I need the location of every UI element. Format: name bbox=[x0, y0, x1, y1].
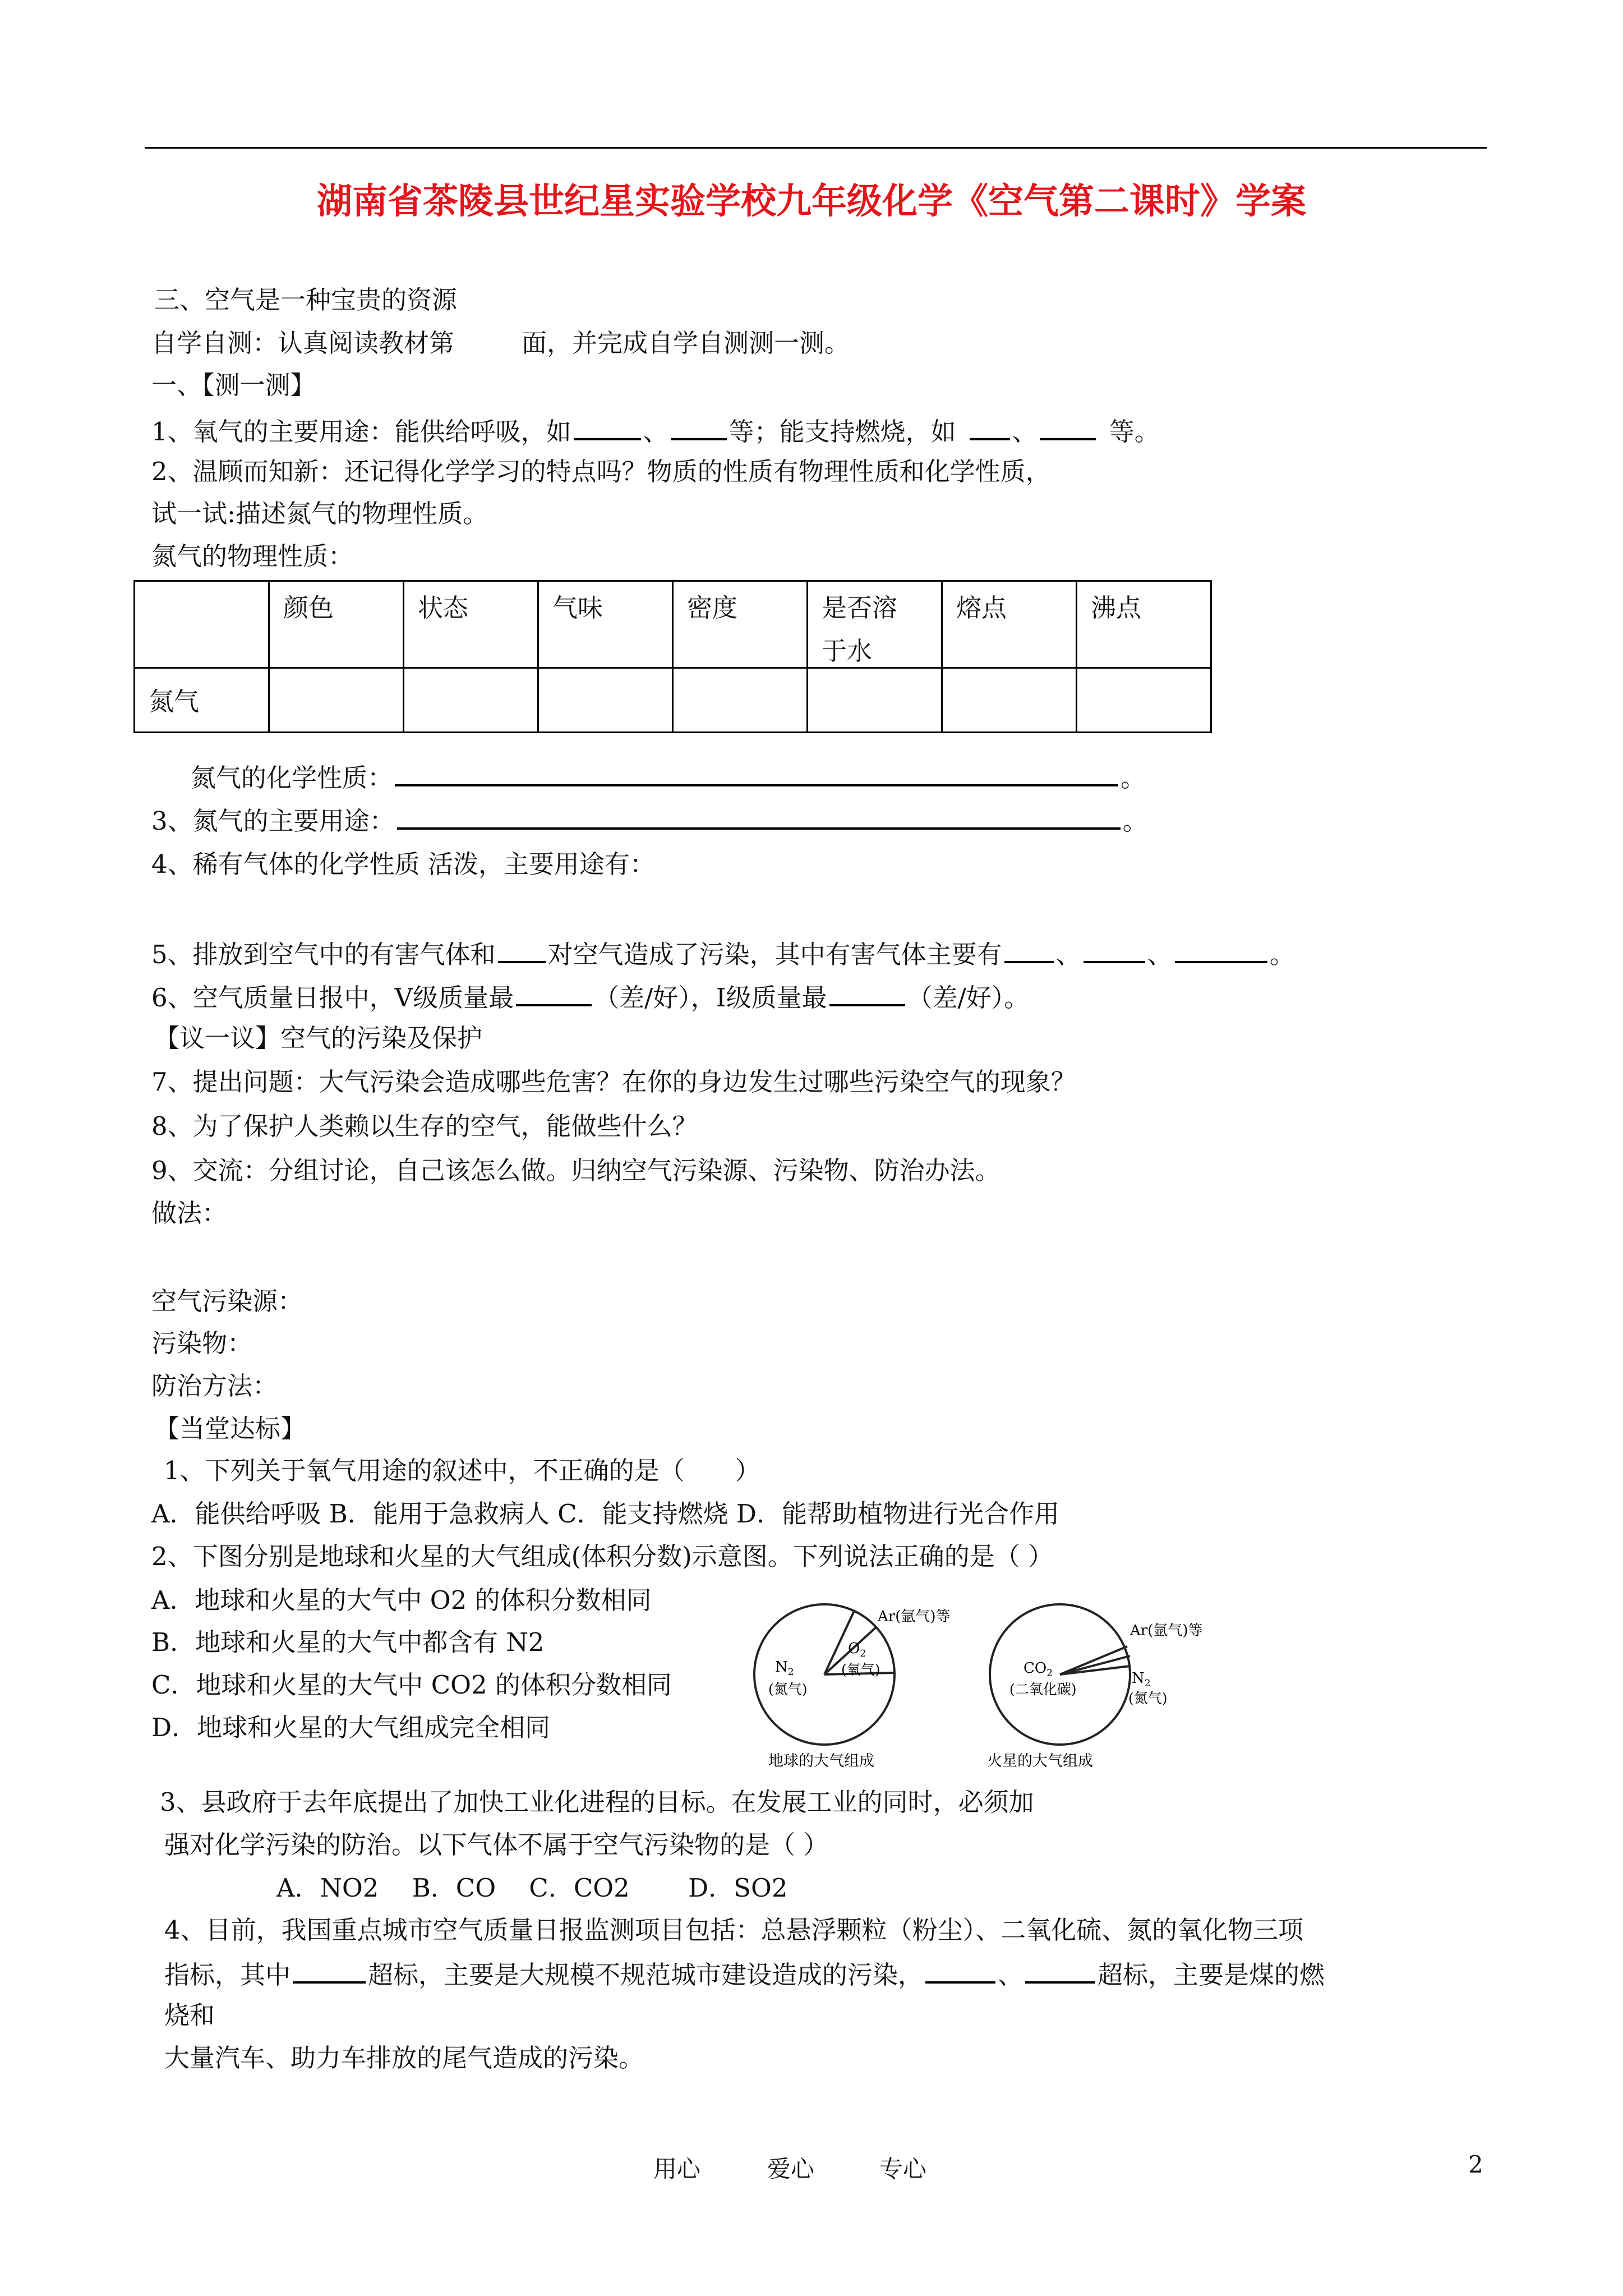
q6-text-b: （差/好），I级质量最 bbox=[594, 983, 827, 1013]
table-cell-blank[interactable] bbox=[808, 668, 942, 733]
question-2-line-1: 2、温顾而知新：还记得化学学习的特点吗？物质的性质有物理性质和化学性质， bbox=[151, 457, 1051, 486]
table-header-cell bbox=[135, 581, 269, 668]
question-9: 9、交流：分组讨论，自己该怎么做。归纳空气污染源、污染物、防治办法。 bbox=[151, 1156, 1000, 1185]
page-number: 2 bbox=[1468, 2151, 1483, 2178]
mars-co2-cn: (二氧化碳) bbox=[1009, 1681, 1077, 1697]
practice-4-line-3: 烧和 bbox=[164, 2000, 215, 2030]
table-header-cell: 沸点 bbox=[1077, 581, 1211, 668]
self-study-post: 面，并完成自学自测测一测。 bbox=[522, 328, 850, 358]
table-header-cell: 气味 bbox=[538, 581, 673, 668]
mars-caption: 火星的大气组成 bbox=[987, 1752, 1093, 1770]
mars-ar-label: Ar(氩气)等 bbox=[1130, 1622, 1203, 1639]
chem-props-end: 。 bbox=[1121, 763, 1146, 793]
table-cell-blank[interactable] bbox=[269, 668, 404, 733]
practice-2-option-d: D．地球和火星的大气组成完全相同 bbox=[151, 1713, 551, 1742]
question-3 bbox=[151, 806, 1148, 834]
table-header-cell: 状态 bbox=[404, 581, 538, 668]
q5-blank-3[interactable] bbox=[1083, 940, 1145, 963]
table-caption: 氮气的物理性质： bbox=[151, 541, 354, 571]
footer-text-2: 爱心 bbox=[767, 2155, 815, 2183]
discuss-heading: 【议一议】空气的污染及保护 bbox=[154, 1023, 483, 1053]
question-4: 4、稀有气体的化学性质 活泼，主要用途有： bbox=[151, 849, 655, 879]
pollutant-label: 污染物： bbox=[151, 1328, 253, 1358]
q1-blank-4[interactable] bbox=[1040, 417, 1096, 440]
q6-text-c: （差/好）。 bbox=[907, 983, 1030, 1013]
section-heading: 三、空气是一种宝贵的资源 bbox=[154, 285, 458, 315]
header-dissolve-line-1: 是否溶 bbox=[822, 593, 898, 623]
header-dissolve-line-2: 于水 bbox=[822, 636, 873, 666]
q1-blank-1[interactable] bbox=[574, 417, 641, 440]
table-cell-blank[interactable] bbox=[1077, 668, 1211, 733]
earth-o2-cn: (氧气) bbox=[841, 1662, 880, 1678]
practice-2-option-a: A．地球和火星的大气中 O2 的体积分数相同 bbox=[151, 1585, 652, 1615]
p4-text-b: 超标，主要是大规模不规范城市建设造成的污染， bbox=[368, 1960, 924, 1990]
table-header-cell: 熔点 bbox=[942, 581, 1077, 668]
chem-props-line bbox=[191, 763, 1146, 793]
practice-1-options: A．能供给呼吸 B．能用于急救病人 C．能支持燃烧 D．能帮助植物进行光合作用 bbox=[151, 1499, 1059, 1529]
table-row bbox=[135, 668, 1211, 733]
q6-blank-2[interactable] bbox=[829, 983, 905, 1006]
practice-3-line-1: 3、县政府于去年底提出了加快工业化进程的目标。在发展工业的同时，必须加 bbox=[160, 1787, 1034, 1817]
chem-props-blank[interactable] bbox=[395, 763, 1118, 786]
method-label: 做法： bbox=[151, 1198, 228, 1228]
question-2-line-2: 试一试:描述氮气的物理性质。 bbox=[151, 499, 488, 528]
table-row-label: 氮气 bbox=[135, 668, 269, 733]
mars-co2-label: $CO_2$ bbox=[1023, 1660, 1053, 1679]
chem-props-label: 氮气的化学性质： bbox=[191, 763, 393, 793]
p4-text-d: 超标，主要是煤的燃 bbox=[1098, 1960, 1325, 1990]
earth-ar-label: Ar(氩气)等 bbox=[878, 1608, 951, 1625]
p4-blank-3[interactable] bbox=[1025, 1960, 1095, 1984]
pollution-source-label: 空气污染源： bbox=[151, 1286, 303, 1316]
q1-blank-2[interactable] bbox=[671, 417, 727, 440]
q5-blank-1[interactable] bbox=[498, 940, 546, 963]
p4-text-a: 指标，其中 bbox=[164, 1960, 291, 1990]
table-cell-blank[interactable] bbox=[673, 668, 808, 733]
q5-text-b: 对空气造成了污染，其中有害气体主要有 bbox=[547, 940, 1002, 969]
prevention-label: 防治方法： bbox=[151, 1371, 278, 1401]
earth-o2-label: $O_2$ bbox=[848, 1640, 866, 1659]
q1-text-e: 等。 bbox=[1109, 417, 1160, 447]
q5-text-c: 、 bbox=[1055, 940, 1081, 969]
earth-caption: 地球的大气组成 bbox=[768, 1752, 874, 1770]
table-cell-blank[interactable] bbox=[538, 668, 673, 733]
self-study-line bbox=[151, 330, 850, 356]
q1-blank-3[interactable] bbox=[970, 417, 1010, 440]
practice-4-line-1: 4、目前，我国重点城市空气质量日报监测项目包括：总悬浮颗粒（粉尘）、二氧化硫、氮的氧化物三项 bbox=[164, 1915, 1304, 1945]
q5-text-a: 5、排放到空气中的有害气体和 bbox=[151, 940, 496, 969]
question-7: 7、提出问题：大气污染会造成哪些危害？在你的身边发生过哪些污染空气的现象？ bbox=[151, 1067, 1076, 1097]
table-header-cell: 颜色 bbox=[269, 581, 404, 668]
question-1 bbox=[151, 417, 1160, 447]
q6-blank-1[interactable] bbox=[516, 983, 592, 1006]
practice-4-line-4: 大量汽车、助力车排放的尾气造成的污染。 bbox=[164, 2043, 644, 2073]
q5-text-d: 、 bbox=[1147, 940, 1173, 969]
practice-3-options: A．NO2 B．CO C．CO2 D．SO2 bbox=[276, 1873, 788, 1903]
q6-text-a: 6、空气质量日报中，V级质量最 bbox=[151, 983, 514, 1013]
q1-text-a: 1、氧气的主要用途：能供给呼吸，如 bbox=[151, 417, 571, 447]
table-cell-blank[interactable] bbox=[404, 668, 538, 733]
p4-blank-2[interactable] bbox=[925, 1960, 995, 1984]
practice-2-option-c: C．地球和火星的大气中 CO2 的体积分数相同 bbox=[151, 1670, 672, 1700]
document-title: 湖南省茶陵县世纪星实验学校九年级化学《空气第二课时》学案 bbox=[317, 181, 1306, 222]
p4-text-c: 、 bbox=[998, 1960, 1023, 1990]
q3-blank[interactable] bbox=[397, 806, 1121, 830]
self-study-pre: 自学自测：认真阅读教材第 bbox=[151, 328, 455, 358]
practice-2-stem: 2、下图分别是地球和火星的大气组成(体积分数)示意图。下列说法正确的是（ ） bbox=[151, 1542, 1054, 1571]
nitrogen-properties-table bbox=[133, 580, 1212, 733]
q5-blank-2[interactable] bbox=[1004, 940, 1054, 963]
mars-pie-chart bbox=[987, 1604, 1203, 1770]
q1-text-d: 、 bbox=[1012, 417, 1038, 447]
p4-blank-1[interactable] bbox=[293, 1960, 366, 1984]
q3-end: 。 bbox=[1122, 806, 1148, 836]
footer-text-1: 用心 bbox=[653, 2155, 701, 2183]
table-cell-blank[interactable] bbox=[942, 668, 1077, 733]
practice-4-line-2 bbox=[164, 1960, 1325, 1990]
practice-3-line-2: 强对化学污染的防治。以下气体不属于空气污染物的是（ ） bbox=[164, 1830, 829, 1860]
question-8: 8、为了保护人类赖以生存的空气，能做些什么？ bbox=[151, 1111, 698, 1141]
table-header-row bbox=[135, 581, 1211, 668]
q1-text-b: 、 bbox=[643, 417, 668, 447]
q1-text-c: 等；能支持燃烧，如 bbox=[728, 417, 956, 447]
mars-n2-label: $N_2$ bbox=[1132, 1670, 1151, 1689]
q5-blank-4[interactable] bbox=[1175, 940, 1267, 963]
table-header-cell bbox=[808, 581, 942, 668]
practice-heading: 【当堂达标】 bbox=[154, 1414, 306, 1443]
q5-text-e: 。 bbox=[1269, 940, 1295, 969]
table-header-cell: 密度 bbox=[673, 581, 808, 668]
header-rule bbox=[145, 147, 1487, 149]
test-heading: 一、【测一测】 bbox=[151, 370, 316, 400]
earth-n2-label: $N_2$ bbox=[775, 1659, 794, 1678]
earth-pie-chart bbox=[754, 1604, 951, 1770]
earth-n2-cn: (氮气) bbox=[768, 1681, 808, 1697]
atmosphere-composition-figure bbox=[740, 1588, 1245, 1778]
practice-2-option-b: B．地球和火星的大气中都含有 N2 bbox=[151, 1627, 545, 1657]
practice-1-stem: 1、下列关于氧气用途的叙述中，不正确的是（ ） bbox=[164, 1456, 760, 1485]
footer-text-3: 专心 bbox=[879, 2155, 927, 2183]
mars-n2-cn: (氮气) bbox=[1128, 1690, 1168, 1706]
question-5 bbox=[151, 940, 1295, 967]
question-6 bbox=[151, 983, 1030, 1013]
q3-label: 3、氮气的主要用途： bbox=[151, 806, 395, 836]
